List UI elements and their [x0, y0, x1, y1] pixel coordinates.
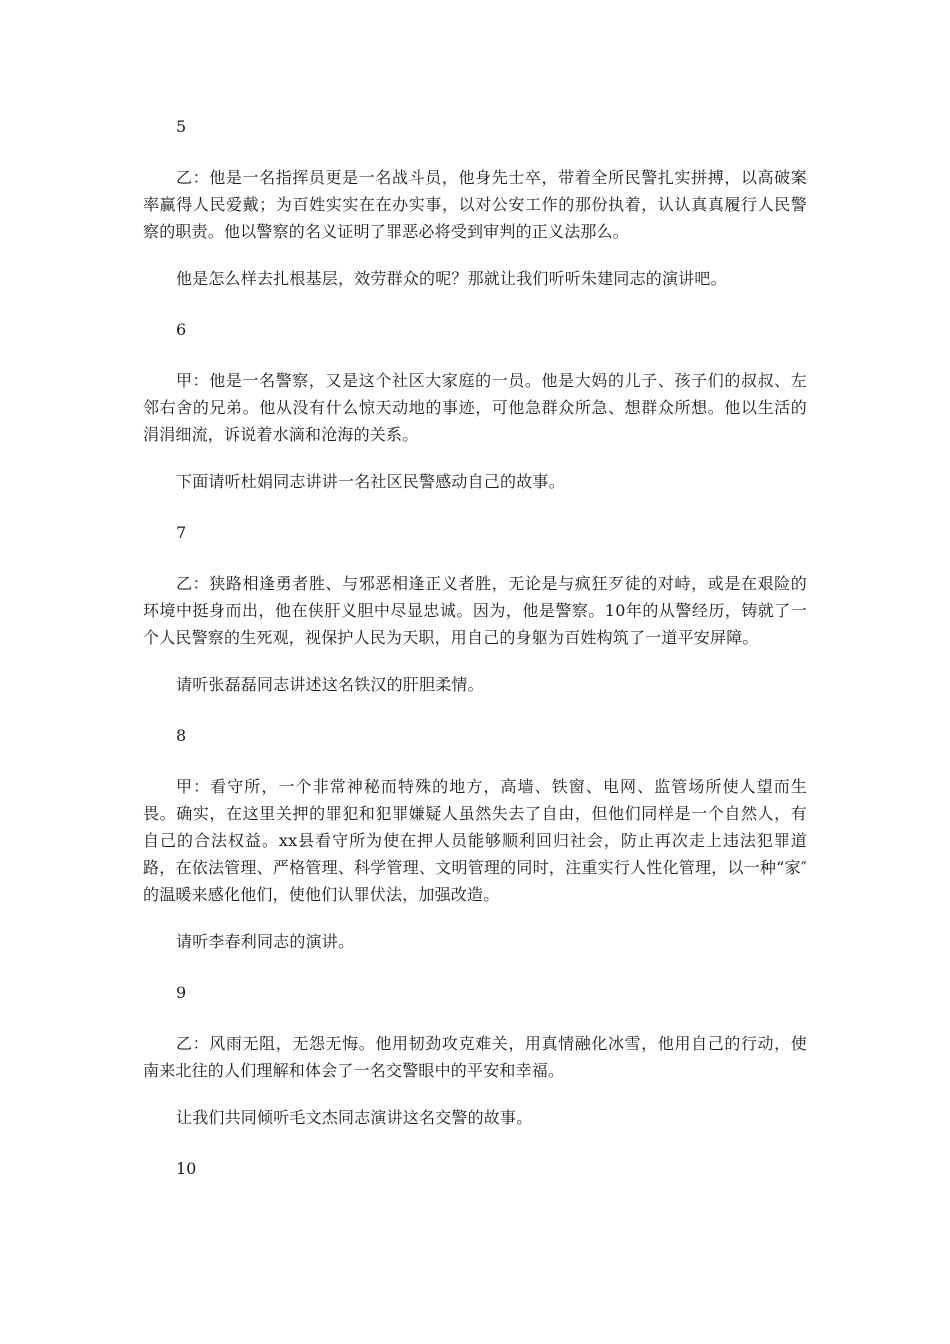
- speech-paragraph: 乙：他是一名指挥员更是一名战斗员，他身先士卒，带着全所民警扎实拼搏，以高破案率赢得人民爱戴；为百姓实实在在办实事，以对公安工作的那份执着，认认真真履行人民警察的职责。他以警察的名义证明了罪恶必将受到审判的正义法那么。: [143, 168, 807, 241]
- speech-paragraph: 甲：看守所，一个非常神秘而特殊的地方，高墙、铁窗、电网、监管场所使人望而生畏。确实，在这里关押的罪犯和犯罪嫌疑人虽然失去了自由，但他们同样是一个自然人，有自己的合法权益。xx县看守所为使在押人员能够顺利回归社会，防止再次走上违法犯罪道路，在依法管理、严格管理、科学管理、文明管理的同时，注重实行人性化管理，以一种“家″的温暖来感化他们，使他们认罪伏法，加强改造。: [143, 777, 807, 904]
- speech-paragraph: 乙：狭路相逢勇者胜、与邪恶相逢正义者胜，无论是与疯狂歹徒的对峙，或是在艰险的环境中挺身而出，他在侠肝义胆中尽显忠诚。因为，他是警察。10年的从警经历，铸就了一个人民警察的生死观，视保护人民为天职，用自己的身躯为百姓构筑了一道平安屏障。: [143, 574, 807, 647]
- section-number: 9: [176, 983, 187, 1002]
- intro-paragraph: 请听李春利同志的演讲。: [176, 932, 355, 951]
- section-number: 7: [176, 523, 187, 542]
- intro-paragraph: 他是怎么样去扎根基层，效劳群众的呢？那就让我们听听朱建同志的演讲吧。: [176, 269, 727, 288]
- speech-paragraph: 乙：风雨无阻，无怨无悔。他用韧劲攻克难关，用真情融化冰雪，他用自己的行动，使南来北往的人们理解和体会了一名交警眼中的平安和幸福。: [143, 1034, 807, 1080]
- intro-paragraph: 下面请听杜娟同志讲讲一名社区民警感动自己的故事。: [176, 472, 565, 491]
- speech-paragraph: 甲：他是一名警察，又是这个社区大家庭的一员。他是大妈的儿子、孩子们的叔叔、左邻右舍的兄弟。他从没有什么惊天动地的事迹，可他急群众所急、想群众所想。他以生活的涓涓细流，诉说着水滴和沧海的关系。: [143, 371, 807, 444]
- section-number: 8: [176, 726, 187, 745]
- section-number: 10: [176, 1159, 197, 1178]
- section-number: 6: [176, 320, 187, 339]
- document-body: [143, 114, 807, 1206]
- section-number: 5: [176, 117, 187, 136]
- intro-paragraph: 让我们共同倾听毛文杰同志演讲这名交警的故事。: [176, 1108, 533, 1127]
- intro-paragraph: 请听张磊磊同志讲述这名铁汉的肝胆柔情。: [176, 675, 484, 694]
